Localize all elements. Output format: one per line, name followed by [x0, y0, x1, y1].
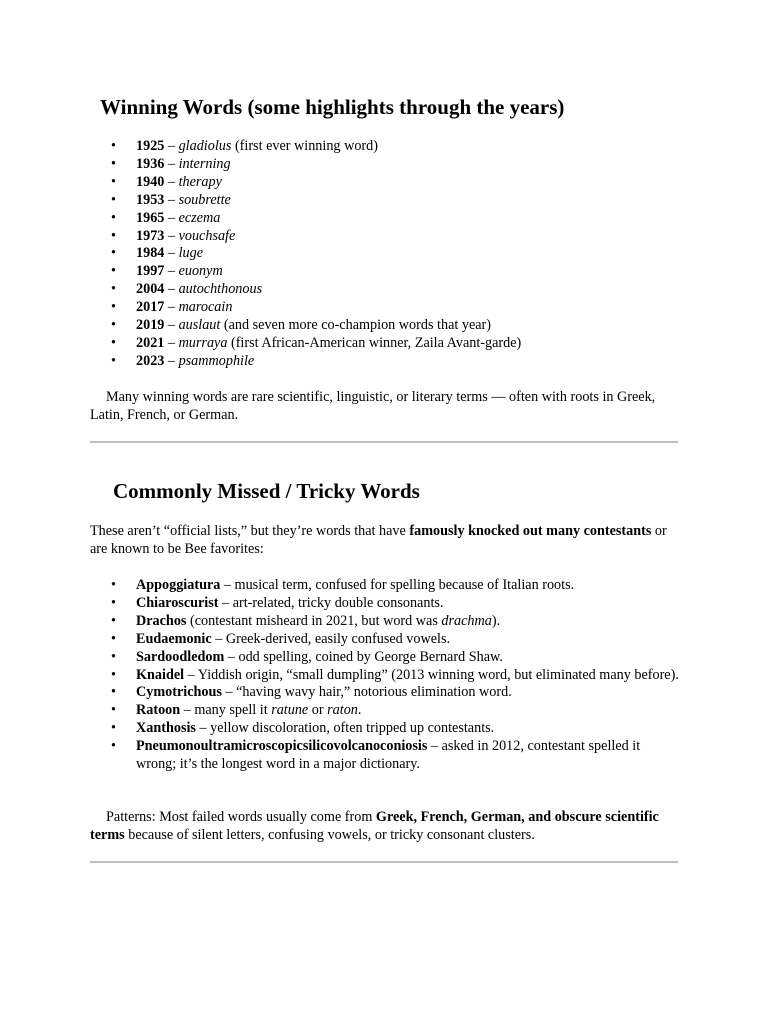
separator: – — [164, 227, 179, 244]
list-item — [90, 281, 680, 299]
separator: – — [164, 281, 179, 298]
winning-year: 2023 — [136, 352, 165, 369]
missed-words-heading: Commonly Missed / Tricky Words — [113, 479, 420, 503]
winning-note: (first African-American winner, Zaila Avant-garde) — [227, 334, 522, 351]
winning-year: 1973 — [136, 227, 165, 244]
winning-words-heading: Winning Words (some highlights through the years) — [100, 95, 565, 119]
separator: – — [164, 317, 179, 334]
list-item — [90, 228, 680, 246]
patterns-note — [90, 809, 680, 845]
winning-word: vouchsafe — [178, 227, 236, 244]
tricky-word: Sardoodledom — [136, 648, 225, 665]
list-item — [90, 649, 680, 667]
list-item — [90, 613, 680, 631]
patterns-text-end: because of silent letters, confusing vowels, or tricky consonant clusters. — [124, 826, 535, 843]
list-item — [90, 210, 680, 228]
winning-year: 1925 — [136, 138, 165, 154]
list-item — [90, 595, 680, 613]
alt-spelling: raton — [327, 702, 358, 719]
description: – “having wavy hair,” notorious elimination word. — [221, 684, 512, 701]
winning-words-list — [90, 138, 680, 371]
patterns-text: Patterns: Most failed words usually come from — [106, 809, 376, 825]
intro-text-end: or are known to be Bee favorites: — [90, 523, 667, 557]
patterns-emphasis: Greek, French, German, and obscure scientific terms — [90, 809, 659, 843]
tricky-word: Appoggiatura — [136, 577, 221, 593]
separator: – — [164, 352, 179, 369]
section-divider — [90, 861, 678, 863]
winning-word: psammophile — [178, 352, 255, 369]
tricky-word: Knaidel — [136, 666, 185, 683]
winning-word: autochthonous — [178, 281, 263, 298]
intro-emphasis: famously knocked out many contestants — [409, 523, 652, 539]
list-item — [90, 631, 680, 649]
winning-year: 1984 — [136, 245, 165, 262]
separator: – — [164, 209, 179, 226]
description: – Yiddish origin, “small dumpling” (2013 winning word, but eliminated many before). — [184, 666, 679, 683]
description: . — [357, 702, 362, 719]
winning-year: 1953 — [136, 191, 165, 208]
winning-note: (and seven more co-champion words that year) — [220, 317, 491, 334]
tricky-word: Ratoon — [136, 702, 181, 719]
list-item — [90, 577, 680, 595]
intro-text: These aren’t “official lists,” but they’re words that have — [90, 523, 410, 539]
description: ). — [491, 612, 501, 629]
separator: – — [164, 155, 179, 172]
winning-word: soubrette — [178, 191, 231, 208]
separator: – — [164, 263, 179, 280]
description: – art-related, tricky double consonants. — [218, 594, 444, 611]
winning-year: 2021 — [136, 334, 165, 351]
tricky-word: Pneumonoultramicroscopicsilicovolcanoconiosis — [136, 738, 428, 755]
winning-year: 2017 — [136, 299, 165, 316]
tricky-word: Cymotrichous — [136, 684, 222, 701]
list-item — [90, 667, 680, 685]
list-item — [90, 720, 680, 738]
list-item — [90, 317, 680, 335]
list-item — [90, 684, 680, 702]
winning-year: 1997 — [136, 263, 165, 280]
description: – Greek-derived, easily confused vowels. — [211, 630, 451, 647]
winning-word: euonym — [178, 263, 223, 280]
separator: – — [164, 173, 179, 190]
list-item — [90, 263, 680, 281]
missed-words-list — [90, 577, 680, 774]
description: or — [308, 702, 328, 719]
winning-word: therapy — [178, 173, 222, 190]
winning-word: gladiolus — [178, 138, 232, 154]
list-item — [90, 138, 680, 156]
list-item — [90, 192, 680, 210]
list-item — [90, 245, 680, 263]
description: (contestant misheard in 2021, but word was — [186, 612, 442, 629]
missed-words-intro — [90, 523, 680, 559]
winning-year: 1940 — [136, 173, 165, 190]
winning-word: murraya — [178, 334, 228, 351]
list-item — [90, 156, 680, 174]
separator: – — [164, 138, 179, 154]
tricky-word: Eudaemonic — [136, 630, 212, 647]
alt-spelling: drachma — [441, 612, 492, 629]
winning-word: marocain — [178, 299, 233, 316]
winning-word: interning — [178, 155, 231, 172]
list-item — [90, 353, 680, 371]
separator: – — [164, 191, 179, 208]
winning-note: (first ever winning word) — [231, 138, 378, 154]
list-item — [90, 299, 680, 317]
separator: – — [164, 334, 179, 351]
winning-words-note: Many winning words are rare scientific, linguistic, or literary terms — often with roots in Greek, Latin, French, or German. — [90, 389, 656, 423]
list-item — [90, 174, 680, 192]
list-item — [90, 335, 680, 353]
separator: – — [164, 245, 179, 262]
winning-year: 1965 — [136, 209, 165, 226]
winning-word: eczema — [178, 209, 221, 226]
separator: – — [164, 299, 179, 316]
description: – odd spelling, coined by George Bernard Shaw. — [224, 648, 503, 665]
list-item — [90, 702, 680, 720]
description: – yellow discoloration, often tripped up contestants. — [195, 720, 495, 737]
winning-year: 2004 — [136, 281, 165, 298]
tricky-word: Drachos — [136, 612, 187, 629]
description: – many spell it — [180, 702, 272, 719]
tricky-word: Xanthosis — [136, 720, 196, 737]
winning-word: auslaut — [178, 317, 221, 334]
description: – musical term, confused for spelling because of Italian roots. — [220, 577, 575, 593]
description: – asked in 2012, contestant spelled it wrong; it’s the longest word in a major dictionary. — [136, 738, 641, 773]
list-item — [90, 738, 680, 774]
winning-year: 2019 — [136, 317, 165, 334]
winning-word: luge — [178, 245, 203, 262]
tricky-word: Chiaroscurist — [136, 594, 219, 611]
section-divider — [90, 441, 678, 443]
alt-spelling: ratune — [271, 702, 309, 719]
winning-year: 1936 — [136, 155, 165, 172]
